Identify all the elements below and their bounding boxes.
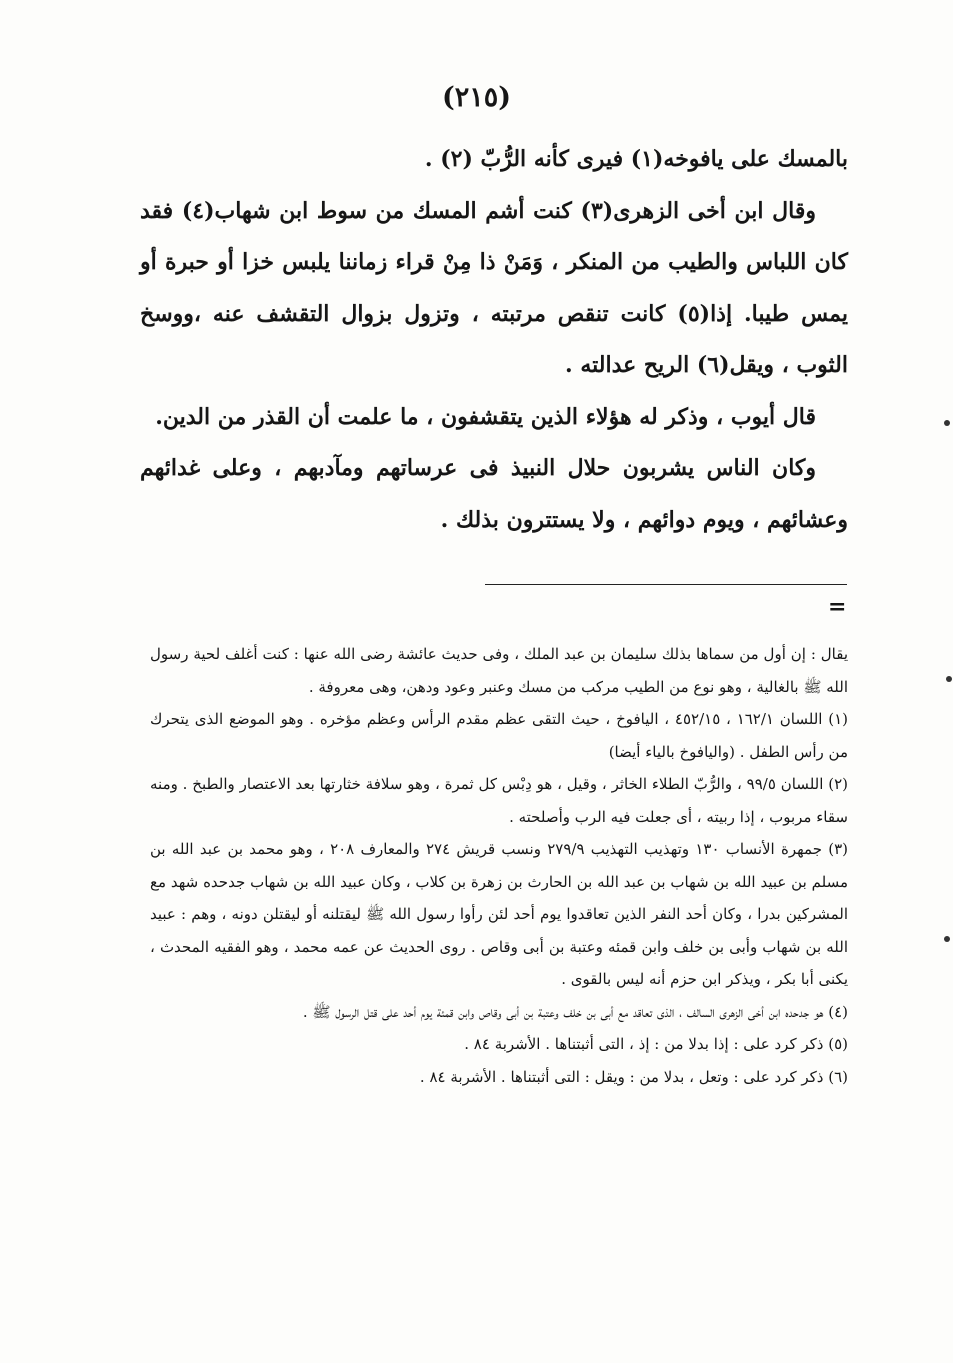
- footnote-continuation-mark: =: [828, 594, 847, 620]
- main-paragraph: بالمسك على يافوخه(١) فيرى كأنه الرُّبّ (٢) .: [424, 146, 848, 172]
- footnote-item: (٢) اللسان ٩٩/٥ ، والرُّبّ الطلاء الخاثر ، وقيل ، هو دِبْس كل ثمرة ، وهو سلافة خثارتها بعد الاعتصار والطبخ . ومنه سقاء مربوب ، إذا ربيته ، أى جعلت فيه الرب وأصلحته .: [150, 775, 849, 826]
- scan-edge-mark: [946, 676, 952, 682]
- main-paragraph: وقال ابن أخى الزهرى(٣) كنت أشم المسك من سوط ابن شهاب(٤) فقد كان اللباس والطيب من المنكر ، وَمَنْ ذا مِنْ قراء زماننا يلبس خزا أو حبرة أو يمس طيبا. إذا(٥) كانت تنقص مرتبته ، وتزول بزوال التقشف عنه ،ووسخ الثوب ، ويقل(٦) الريح عدالته .: [140, 197, 849, 378]
- footnote-item: (١) اللسان ١٦٢/١ ، ٤٥٢/١٥ ، اليافوخ ، حيث التقى عظم مقدم الرأس وعظم مؤخره . وهو الموضع الذى يتحرك من رأس الطفل . (واليافوخ بالياء أيضا): [150, 710, 848, 761]
- main-paragraph: قال أيوب ، وذكر له هؤلاء الذين يتقشفون ، ما علمت أن القذر من الدين.: [155, 403, 816, 430]
- footnote-separator: [485, 584, 847, 585]
- footnote-item: (٤) هو جدحده ابن أخى الزهرى السالف ، الذى تعاقد مع أبى بن خلف وعتبة بن أبى وقاص وابن قمئة يوم أحد على قتل الرسول ﷺ .: [302, 1002, 848, 1021]
- footnote-item: يقال : إن أول من سماها بذلك سليمان بن عبد الملك ، وفى حديث عائشة رضى الله عنها : كنت أغلف لحية رسول الله ﷺ بالغالية ، وهو نوع من الطيب مركب من مسك وعنبر وعود ودهن، وهى معروفة .: [150, 645, 848, 696]
- main-paragraph: وكان الناس يشربون حلال النبيذ فى عرساتهم ومآدبهم ، وعلى غدائهم وعشائهم ، ويوم دوائهم ، ولا يستترون بذلك .: [140, 455, 848, 533]
- page-number: (٢١٥): [441, 82, 512, 113]
- footnote-item: (٣) جمهرة الأنساب ١٣٠ وتهذيب التهذيب ٢٧٩/٩ ونسب قريش ٢٧٤ والمعارف ٢٠٨ ، وهو محمد بن عبد الله بن مسلم بن عبيد الله بن شهاب بن عبد الله بن الحارث بن زهرة بن كلاب ، وكان عبيد الله بن شهاب جدحده شهد مع المشركين بدرا ، وكان أحد النفر الذين تعاقدوا يوم أحد لئن رأوا رسول الله ﷺ ليقتلنه أو ليقتلن دونه ، وهم : عبيد الله بن شهاب وأبى بن خلف وابن قمئه وعتبة بن أبى وقاص . روى الحديث عن عمه محمد ، وهو الفقيه المحدث ، يكنى أبا بكر ، ويذكر ابن حزم أنه ليس بالقوى .: [150, 840, 848, 988]
- footnotes: [150, 638, 848, 1093]
- footnote-item: (٥) ذكر كرد على : إذا بدلا من : إذ ، التى أثبتناها . الأشربة ٨٤ .: [464, 1035, 848, 1053]
- scan-edge-mark: [944, 936, 950, 942]
- scan-edge-mark: [944, 420, 950, 426]
- main-text: [140, 134, 848, 546]
- footnote-item: (٦) ذكر كرد على : وتعل ، بدلا من : ويقل : التى أثبتناها . الأشربة ٨٤ .: [419, 1067, 848, 1086]
